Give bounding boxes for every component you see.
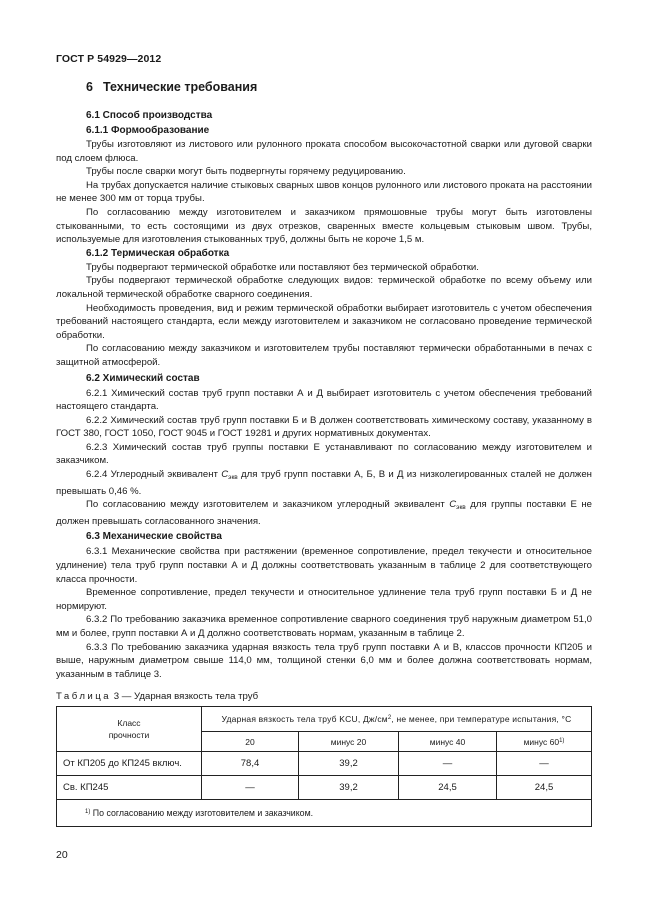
ceq-symbol: C [449,499,457,511]
column-header-temp: минус 40 [399,732,497,752]
header-text: минус 60 [523,736,560,747]
footnote-text: По согласованию между изготовителем и заказчиком. [90,808,314,818]
paragraph: Трубы после сварки могут быть подвергнуты горячему редуцированию. [86,166,406,178]
header-text: прочности [108,730,150,740]
table-footnote [57,800,592,827]
paragraph-6-2-2: 6.2.2 Химический состав труб групп поставки Б и В должен соответствовать химическому составу, указанному в ГОСТ 380, ГОСТ 1050, ГОСТ 9045 и ГОСТ 19281 и других нормативных документах. [56,414,592,440]
paragraph: Трубы подвергают термической обработке следующих видов: термической обработке по всему объему или локальной термической обработке сварного соединения. [56,275,592,300]
paragraph: Временное сопротивление, предел текучести и относительное удлинение тела труб групп поставки Б и Д не нормируют. [56,587,592,612]
ceq-subscript: экв [228,474,238,482]
table-cell: От КП205 до КП245 включ. [57,752,202,776]
table-cell: Св. КП245 [57,776,202,800]
paragraph: На трубах допускается наличие стыковых сварных швов концов рулонного или листового проката на расстоянии не менее 300 мм от торца трубы. [56,179,592,205]
table-cell: 39,2 [299,752,399,776]
table-cell: — [202,776,299,800]
section-heading [56,78,592,96]
ceq-subscript: экв [456,504,466,512]
section-number: 6 [86,80,93,94]
impact-strength-table [56,706,592,827]
heading-6-1-1: 6.1.1 Формообразование [86,125,210,136]
heading-6-1: 6.1 Способ производства [86,110,213,121]
column-header-impact [202,707,592,732]
ceq-symbol: C [221,469,229,481]
superscript: 1) [559,737,565,744]
document-id: ГОСТ Р 54929—2012 [56,53,162,65]
column-header-temp [497,732,592,752]
paragraph-6-2-4 [56,468,592,498]
table-cell: 39,2 [299,776,399,800]
table-cell: 24,5 [399,776,497,800]
page-content [56,78,592,681]
table-cell: 24,5 [497,776,592,800]
text-run: По согласованию между изготовителем и заказчиком углеродный эквивалент [86,499,450,511]
section-title: Технические требования [103,80,258,94]
paragraph-6-2-3: 6.2.3 Химический состав труб группы поставки Е устанавливают по согласованию между изготовителем и заказчиком. [56,441,592,467]
column-header-temp: 20 [202,732,299,752]
paragraph: По согласованию между изготовителем и заказчиком прямошовные трубы могут быть изготовлены стыкованными, то есть состоящими из двух отрезков, сваренных вместе кольцевым стыковым швом. Трубы, используемые для изготовления стыкованных труб, должны быть не короче 1,5 м. [56,206,592,246]
paragraph: По согласованию между заказчиком и изготовителем трубы поставляют термически обработанными в печах с защитной атмосферой. [56,343,592,368]
heading-6-1-2: 6.1.2 Термическая обработка [86,247,230,259]
paragraph-6-2-1: 6.2.1 Химический состав труб групп поставки А и Д выбирает изготовитель с учетом обеспечения требований настоящего стандарта. [56,387,592,413]
table-caption-text: 3 — Ударная вязкость тела труб [111,691,259,702]
paragraph-6-3-1: 6.3.1 Механические свойства при растяжении (временное сопротивление, предел текучести и относительное удлинение) тела труб групп поставки А и Д должны соответствовать указанным в таблице 2 для соответствующего класса прочности. [56,546,592,585]
text-run: для труб групп поставки А, Б, В и Д из низколегированных сталей не должен превышать 0,46 %. [56,469,592,497]
table-cell: — [399,752,497,776]
page-number: 20 [56,849,68,861]
text-run: для группы поставки Е не должен превышать согласованного значения. [56,499,592,527]
header-text: Ударная вязкость тела труб KCU, Дж/см [221,714,388,724]
header-text: Класс [117,718,141,728]
column-header-class [57,707,202,752]
paragraph-6-3-3: 6.3.3 По требованию заказчика ударная вязкость тела труб групп поставки А и В, классов прочности КП205 и выше, наружным диаметром свыше 114,0 мм, толщиной стенки 6,0 мм и более должна соответствовать нормам, указанным в таблице 3. [56,641,592,680]
table-cell: — [497,752,592,776]
table-header-row [57,707,592,732]
paragraph: Необходимость проведения, вид и режим термической обработки выбирает изготовитель с учетом обеспечения требований настоящего стандарта, если между изготовителем и заказчиком не согласовано проведение термической обработки. [56,302,592,341]
paragraph: Трубы изготовляют из листового или рулонного проката способом высокочастотной сварки или дуговой сварки под слоем флюса. [56,139,592,164]
header-text: , не менее, при температуре испытания, °С [391,714,572,724]
paragraph-6-3-2: 6.3.2 По требованию заказчика временное сопротивление сварного соединения труб наружным диаметром 51,0 мм и более, групп поставки А и Д должно соответствовать нормам, указанным в таблице 2. [56,614,592,639]
table-cell: 78,4 [202,752,299,776]
table-caption-word: Таблица [56,691,112,702]
superscript: 1) [85,809,91,815]
table-row [57,776,592,800]
table-row [57,752,592,776]
table-footnote-row [57,800,592,827]
superscript: 2 [387,715,392,721]
paragraph-ceq-agreement [56,498,592,528]
paragraph: Трубы подвергают термической обработке или поставляют без термической обработки. [86,261,479,273]
column-header-temp: минус 20 [299,732,399,752]
table-caption [56,691,258,702]
text-run: 6.2.4 Углеродный эквивалент [86,469,222,481]
heading-6-3: 6.3 Механические свойства [86,531,222,543]
heading-6-2: 6.2 Химический состав [86,372,200,384]
